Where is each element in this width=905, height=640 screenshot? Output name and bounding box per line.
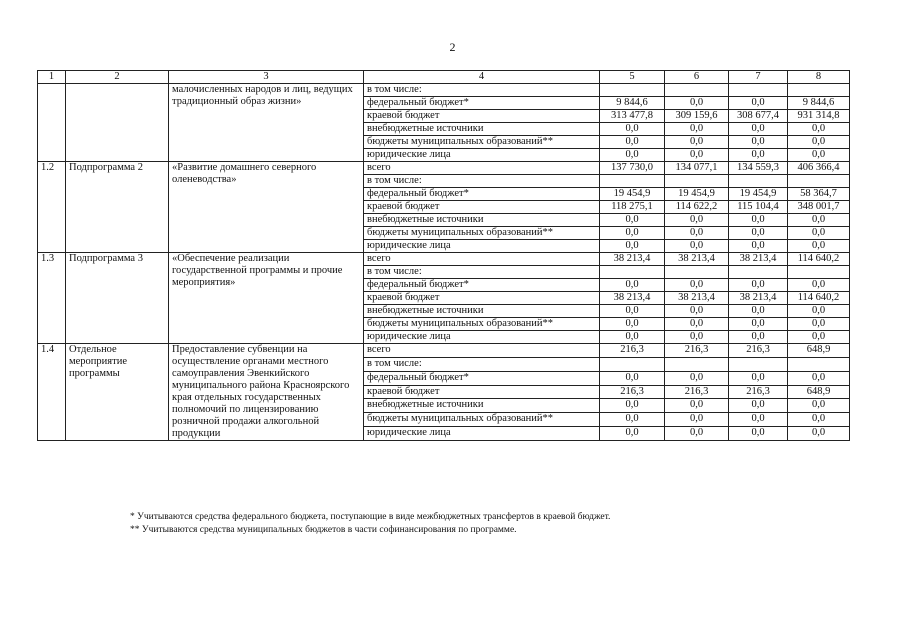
value-cell: [788, 357, 850, 371]
value-cell: 0,0: [788, 214, 850, 227]
value-cell: 0,0: [729, 149, 788, 162]
value-cell: 38 213,4: [600, 253, 665, 266]
value-cell: 0,0: [788, 136, 850, 149]
value-cell: 114 640,2: [788, 292, 850, 305]
program-cell: Подпрограмма 2: [66, 162, 169, 253]
value-cell: 0,0: [729, 413, 788, 427]
program-cell: [66, 84, 169, 162]
value-cell: 0,0: [729, 371, 788, 385]
value-cell: 0,0: [665, 279, 729, 292]
program-title-cell: Предоставление субвенции на осуществление органами местного самоуправления Эвенкийского муниципального района Красноярского края отдельных государственных полномочий по лицензированию розничной продажи алкогольной продукции: [169, 344, 364, 441]
page-number: 2: [449, 40, 456, 54]
value-cell: 0,0: [665, 331, 729, 344]
funding-source-cell: краевой бюджет: [364, 292, 600, 305]
value-cell: 0,0: [729, 399, 788, 413]
value-cell: 0,0: [665, 240, 729, 253]
value-cell: 0,0: [788, 240, 850, 253]
value-cell: [788, 84, 850, 97]
value-cell: 0,0: [600, 149, 665, 162]
value-cell: 0,0: [665, 318, 729, 331]
funding-source-cell: федеральный бюджет*: [364, 371, 600, 385]
funding-source-cell: краевой бюджет: [364, 385, 600, 399]
value-cell: 9 844,6: [788, 97, 850, 110]
funding-source-cell: федеральный бюджет*: [364, 279, 600, 292]
value-cell: 0,0: [665, 305, 729, 318]
value-cell: 115 104,4: [729, 201, 788, 214]
value-cell: [729, 175, 788, 188]
funding-source-cell: внебюджетные источники: [364, 399, 600, 413]
value-cell: 0,0: [788, 318, 850, 331]
table-row: [38, 162, 850, 175]
value-cell: 216,3: [729, 344, 788, 358]
program-cell: Подпрограмма 3: [66, 253, 169, 344]
program-title-cell: «Обеспечение реализации государственной программы и прочие мероприятия»: [169, 253, 364, 344]
value-cell: 0,0: [729, 227, 788, 240]
header-row: [38, 71, 850, 84]
value-cell: 0,0: [788, 149, 850, 162]
value-cell: 348 001,7: [788, 201, 850, 214]
value-cell: 308 677,4: [729, 110, 788, 123]
value-cell: 0,0: [665, 149, 729, 162]
value-cell: 9 844,6: [600, 97, 665, 110]
value-cell: [600, 84, 665, 97]
funding-source-cell: всего: [364, 253, 600, 266]
value-cell: 313 477,8: [600, 110, 665, 123]
value-cell: 0,0: [729, 136, 788, 149]
value-cell: 0,0: [600, 136, 665, 149]
value-cell: 648,9: [788, 385, 850, 399]
funding-source-cell: федеральный бюджет*: [364, 188, 600, 201]
table-row: [38, 253, 850, 266]
value-cell: 134 559,3: [729, 162, 788, 175]
value-cell: 216,3: [729, 385, 788, 399]
value-cell: [788, 175, 850, 188]
value-cell: 0,0: [729, 305, 788, 318]
value-cell: 0,0: [729, 240, 788, 253]
value-cell: 0,0: [600, 413, 665, 427]
value-cell: 0,0: [665, 399, 729, 413]
value-cell: 0,0: [600, 331, 665, 344]
value-cell: 0,0: [665, 136, 729, 149]
funding-source-cell: юридические лица: [364, 240, 600, 253]
item-number-cell: 1.4: [38, 344, 66, 441]
header-cell: 2: [66, 71, 169, 84]
value-cell: 0,0: [729, 318, 788, 331]
value-cell: 931 314,8: [788, 110, 850, 123]
item-number-cell: 1.3: [38, 253, 66, 344]
header-cell: 1: [38, 71, 66, 84]
value-cell: 406 366,4: [788, 162, 850, 175]
value-cell: 0,0: [788, 399, 850, 413]
funding-source-cell: краевой бюджет: [364, 110, 600, 123]
table-row: [38, 84, 850, 97]
value-cell: 0,0: [600, 399, 665, 413]
value-cell: [665, 266, 729, 279]
value-cell: 0,0: [788, 371, 850, 385]
value-cell: 0,0: [600, 279, 665, 292]
funding-source-cell: внебюджетные источники: [364, 305, 600, 318]
value-cell: 0,0: [729, 123, 788, 136]
value-cell: [729, 84, 788, 97]
value-cell: 38 213,4: [600, 292, 665, 305]
value-cell: 19 454,9: [729, 188, 788, 201]
value-cell: 58 364,7: [788, 188, 850, 201]
value-cell: 0,0: [729, 214, 788, 227]
footnotes: [130, 511, 610, 537]
value-cell: 0,0: [665, 413, 729, 427]
value-cell: 0,0: [665, 97, 729, 110]
header-cell: 6: [665, 71, 729, 84]
funding-source-cell: юридические лица: [364, 149, 600, 162]
program-cell: Отдельное мероприятие программы: [66, 344, 169, 441]
value-cell: 118 275,1: [600, 201, 665, 214]
value-cell: 137 730,0: [600, 162, 665, 175]
value-cell: 114 622,2: [665, 201, 729, 214]
funding-source-cell: бюджеты муниципальных образований**: [364, 227, 600, 240]
value-cell: 38 213,4: [665, 292, 729, 305]
value-cell: 648,9: [788, 344, 850, 358]
value-cell: [665, 84, 729, 97]
value-cell: [665, 175, 729, 188]
funding-source-cell: всего: [364, 162, 600, 175]
value-cell: 309 159,6: [665, 110, 729, 123]
value-cell: [600, 266, 665, 279]
header-cell: 8: [788, 71, 850, 84]
header-cell: 7: [729, 71, 788, 84]
value-cell: 114 640,2: [788, 253, 850, 266]
funding-source-cell: внебюджетные источники: [364, 214, 600, 227]
header-cell: 5: [600, 71, 665, 84]
value-cell: 0,0: [729, 427, 788, 441]
value-cell: 0,0: [788, 331, 850, 344]
value-cell: 19 454,9: [665, 188, 729, 201]
value-cell: [600, 175, 665, 188]
funding-source-cell: юридические лица: [364, 427, 600, 441]
value-cell: 38 213,4: [729, 292, 788, 305]
value-cell: 0,0: [788, 279, 850, 292]
value-cell: 0,0: [600, 427, 665, 441]
funding-source-cell: в том числе:: [364, 175, 600, 188]
value-cell: [729, 357, 788, 371]
value-cell: 216,3: [665, 385, 729, 399]
value-cell: 0,0: [788, 123, 850, 136]
value-cell: 0,0: [665, 214, 729, 227]
item-number-cell: 1.2: [38, 162, 66, 253]
value-cell: 0,0: [600, 318, 665, 331]
value-cell: 216,3: [600, 344, 665, 358]
value-cell: [600, 357, 665, 371]
value-cell: 0,0: [729, 97, 788, 110]
value-cell: 0,0: [665, 123, 729, 136]
value-cell: 0,0: [600, 214, 665, 227]
value-cell: 216,3: [665, 344, 729, 358]
funding-source-cell: бюджеты муниципальных образований**: [364, 136, 600, 149]
value-cell: 134 077,1: [665, 162, 729, 175]
funding-source-cell: в том числе:: [364, 84, 600, 97]
value-cell: 0,0: [665, 427, 729, 441]
funding-source-cell: юридические лица: [364, 331, 600, 344]
funding-source-cell: в том числе:: [364, 266, 600, 279]
footnote-municipal: ** Учитываются средства муниципальных бюджетов в части софинансирования по программе.: [130, 525, 517, 535]
header-cell: 3: [169, 71, 364, 84]
table-row: [38, 344, 850, 358]
value-cell: 0,0: [600, 123, 665, 136]
value-cell: 0,0: [729, 331, 788, 344]
funding-source-cell: бюджеты муниципальных образований**: [364, 413, 600, 427]
value-cell: 19 454,9: [600, 188, 665, 201]
value-cell: 0,0: [788, 227, 850, 240]
value-cell: 0,0: [600, 371, 665, 385]
value-cell: 0,0: [788, 413, 850, 427]
value-cell: 0,0: [788, 427, 850, 441]
funding-source-cell: краевой бюджет: [364, 201, 600, 214]
value-cell: [788, 266, 850, 279]
value-cell: 0,0: [788, 305, 850, 318]
value-cell: [665, 357, 729, 371]
funding-source-cell: федеральный бюджет*: [364, 97, 600, 110]
value-cell: 38 213,4: [665, 253, 729, 266]
header-cell: 4: [364, 71, 600, 84]
funding-source-cell: всего: [364, 344, 600, 358]
funding-source-cell: внебюджетные источники: [364, 123, 600, 136]
budget-table: [37, 70, 850, 441]
value-cell: 0,0: [729, 279, 788, 292]
footnote-federal: * Учитываются средства федерального бюджета, поступающие в виде межбюджетных трансфертов в краевой бюджет.: [130, 512, 611, 522]
funding-source-cell: в том числе:: [364, 357, 600, 371]
value-cell: 0,0: [600, 227, 665, 240]
value-cell: 0,0: [665, 371, 729, 385]
funding-source-cell: бюджеты муниципальных образований**: [364, 318, 600, 331]
value-cell: 0,0: [600, 240, 665, 253]
value-cell: 216,3: [600, 385, 665, 399]
value-cell: [729, 266, 788, 279]
program-title-cell: малочисленных народов и лиц, ведущих традиционный образ жизни»: [169, 84, 364, 162]
value-cell: 0,0: [600, 305, 665, 318]
value-cell: 0,0: [665, 227, 729, 240]
program-title-cell: «Развитие домашнего северного оленеводства»: [169, 162, 364, 253]
value-cell: 38 213,4: [729, 253, 788, 266]
item-number-cell: [38, 84, 66, 162]
